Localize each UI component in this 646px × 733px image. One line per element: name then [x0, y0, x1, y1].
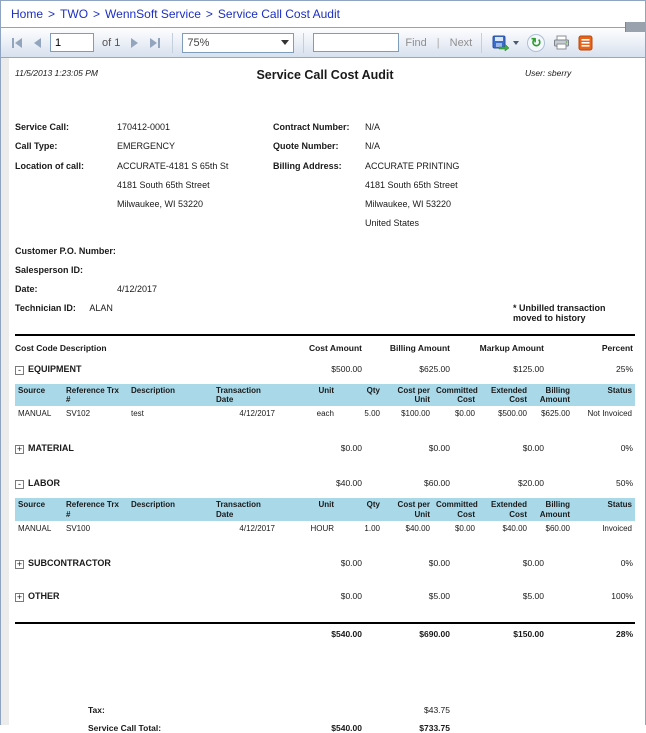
section-row-labor	[15, 478, 635, 489]
location-line: Milwaukee, WI 53220	[117, 199, 204, 209]
billing-amount-header: Billing Amount	[389, 343, 450, 353]
cost-code-header: Cost Code Description	[15, 343, 107, 353]
billing-line: 4181 South 65th Street	[365, 180, 458, 190]
section-markup: $125.00	[513, 364, 544, 374]
equipment-detail-table	[15, 384, 635, 419]
cost-per-unit-header: Cost per Unit	[383, 384, 433, 406]
status-header: Status	[573, 498, 635, 520]
printer-icon	[553, 35, 570, 51]
breadcrumb	[1, 1, 645, 28]
export-data-feed-button[interactable]	[577, 34, 594, 52]
quote-number-value: N/A	[365, 141, 381, 151]
find-text-input[interactable]	[313, 33, 399, 52]
section-name: EQUIPMENT	[28, 364, 82, 374]
unit-cell: HOUR	[310, 523, 334, 533]
section-name: OTHER	[28, 590, 60, 601]
expand-toggle-icon[interactable]: +	[16, 444, 23, 455]
save-export-icon	[492, 35, 510, 51]
cost-amount-header: Cost Amount	[308, 343, 362, 353]
description-cell	[128, 521, 213, 534]
committed-cost-header: Committed Cost	[433, 498, 478, 520]
breadcrumb-two-link[interactable]: TWO	[60, 7, 89, 21]
billing-line: United States	[365, 218, 420, 228]
extended-cost-header: Extended Cost	[478, 384, 530, 406]
description-header: Description	[128, 384, 213, 406]
breadcrumb-current-page[interactable]: Service Call Cost Audit	[217, 7, 340, 21]
billing-amount-cell: $625.00	[541, 409, 570, 419]
section-percent: 100%	[611, 590, 633, 601]
markup-amount-header: Markup Amount	[479, 343, 544, 353]
transaction-date-header: Transaction Date	[213, 384, 278, 406]
section-percent: 0%	[620, 557, 633, 568]
status-cell: Not Invoiced	[587, 409, 632, 419]
page-count-label: of 1	[102, 36, 121, 49]
extended-cost-header: Extended Cost	[478, 498, 530, 520]
zoom-select[interactable]	[182, 33, 294, 53]
page-number-input[interactable]	[50, 33, 94, 52]
data-feed-icon	[578, 35, 593, 51]
breadcrumb-separator: >	[48, 7, 56, 21]
section-billing: $0.00	[428, 557, 450, 568]
section-percent: 0%	[620, 443, 633, 454]
toolbar-divider	[481, 33, 482, 53]
toolbar-divider	[303, 33, 304, 53]
section-billing: $5.00	[428, 590, 450, 601]
source-cell: MANUAL	[18, 523, 52, 533]
customer-po-label: Customer P.O. Number:	[15, 246, 116, 256]
cost-per-unit-cell: $100.00	[401, 409, 430, 419]
scrollbar-corner	[625, 22, 645, 32]
refresh-icon: ↻	[527, 34, 545, 52]
billing-amount-header: Billing Amount	[530, 384, 573, 406]
service-call-total-billing: $733.75	[419, 722, 450, 733]
report-user: User: sberry	[525, 68, 572, 78]
call-type-value: EMERGENCY	[117, 141, 176, 151]
collapse-toggle-icon[interactable]: -	[15, 366, 24, 375]
unit-cell: each	[316, 409, 334, 419]
reference-trx-header: Reference Trx #	[63, 384, 128, 406]
date-label: Date:	[15, 284, 38, 294]
chevron-down-icon	[281, 40, 289, 45]
source-cell: MANUAL	[18, 409, 52, 419]
service-call-total-label: Service Call Total:	[88, 722, 162, 733]
call-type-label: Call Type:	[15, 141, 58, 151]
committed-cost-cell: $0.00	[454, 523, 475, 533]
section-percent: 25%	[615, 364, 633, 374]
zoom-value: 75%	[187, 36, 210, 49]
section-name: SUBCONTRACTOR	[28, 557, 111, 568]
section-cost: $0.00	[340, 443, 362, 454]
section-divider	[15, 334, 635, 336]
total-markup: $150.00	[513, 628, 544, 639]
report-generated-datetime: 11/5/2013 1:23:05 PM	[15, 68, 99, 78]
source-header: Source	[15, 498, 63, 520]
billing-amount-cell: $60.00	[545, 523, 570, 533]
transaction-date-cell: 4/12/2017	[239, 409, 275, 419]
section-row-equipment	[15, 364, 635, 375]
percent-header: Percent	[601, 343, 633, 353]
description-cell: test	[131, 409, 144, 419]
totals-divider	[15, 622, 635, 624]
section-cost: $0.00	[340, 557, 362, 568]
service-call-value: 170412-0001	[117, 122, 171, 132]
billing-address-label: Billing Address:	[273, 161, 342, 171]
unit-header: Unit	[278, 498, 337, 520]
report-page	[1, 58, 645, 733]
description-header: Description	[128, 498, 213, 520]
technician-label: Technician ID:	[15, 303, 76, 313]
total-billing: $690.00	[419, 628, 450, 639]
location-label: Location of call:	[15, 161, 85, 171]
section-markup: $5.00	[522, 590, 544, 601]
committed-cost-header: Committed Cost	[433, 384, 478, 406]
section-markup: $20.00	[518, 478, 544, 489]
section-billing: $625.00	[419, 364, 450, 374]
date-value: 4/12/2017	[117, 284, 158, 294]
billing-amount-header: Billing Amount	[530, 498, 573, 520]
billing-address	[365, 161, 635, 237]
section-cost: $500.00	[331, 364, 362, 374]
unbilled-note: * Unbilled transaction moved to history	[512, 303, 606, 323]
section-markup: $0.00	[522, 443, 544, 454]
find-next-button[interactable]: Next	[449, 36, 473, 49]
grand-total-row	[15, 629, 635, 639]
transaction-date-header: Transaction Date	[213, 498, 278, 520]
service-call-total-cost: $540.00	[331, 722, 362, 733]
export-button[interactable]	[491, 34, 520, 52]
location-address	[117, 161, 273, 237]
contract-number-label: Contract Number:	[273, 122, 350, 132]
tax-label: Tax:	[88, 704, 105, 715]
reference-trx-cell: SV102	[66, 409, 91, 419]
toolbar-divider	[172, 33, 173, 53]
previous-page-button[interactable]	[31, 36, 44, 50]
detail-header-row	[15, 498, 635, 520]
extended-cost-cell: $500.00	[498, 409, 527, 419]
report-title: Service Call Cost Audit	[256, 68, 394, 82]
first-page-button[interactable]	[9, 36, 25, 50]
reference-trx-cell: SV100	[66, 523, 91, 533]
refresh-button[interactable]	[526, 33, 546, 53]
section-row-other	[15, 591, 635, 602]
table-row	[15, 521, 635, 534]
breadcrumb-wennsoft-service-link[interactable]: WennSoft Service	[105, 7, 201, 21]
cost-per-unit-cell: $40.00	[405, 523, 430, 533]
report-header	[15, 68, 635, 82]
call-info-block	[15, 122, 635, 323]
section-name: LABOR	[28, 478, 60, 489]
expand-toggle-icon[interactable]: +	[16, 558, 23, 569]
chevron-down-icon	[513, 41, 519, 45]
summary-header-row	[15, 343, 635, 353]
technician-value: ALAN	[89, 303, 113, 313]
qty-header: Qty	[337, 384, 383, 406]
location-line: 4181 South 65th Street	[117, 180, 210, 190]
section-cost: $0.00	[340, 590, 362, 601]
contract-number-value: N/A	[365, 122, 381, 132]
salesperson-label: Salesperson ID:	[15, 265, 84, 275]
report-toolbar	[1, 28, 645, 58]
last-page-button[interactable]	[147, 36, 163, 50]
table-row	[15, 406, 635, 419]
section-row-subcontractor	[15, 558, 635, 569]
total-cost: $540.00	[331, 628, 362, 639]
total-percent: 28%	[615, 628, 633, 639]
section-markup: $0.00	[522, 557, 544, 568]
section-billing: $0.00	[428, 443, 450, 454]
service-call-total-row	[15, 723, 635, 733]
salesperson-value	[117, 265, 635, 275]
qty-cell: 1.00	[364, 523, 380, 533]
find-next-divider: |	[436, 36, 440, 49]
breadcrumb-separator: >	[93, 7, 101, 21]
customer-po-value	[275, 246, 635, 256]
section-billing: $60.00	[424, 478, 450, 489]
tax-row	[15, 705, 635, 715]
status-header: Status	[573, 384, 635, 406]
print-button[interactable]	[552, 34, 571, 52]
service-call-label: Service Call:	[15, 122, 70, 132]
status-cell: Invoiced	[602, 523, 632, 533]
collapse-toggle-icon[interactable]: -	[15, 480, 24, 489]
billing-line: ACCURATE PRINTING	[365, 161, 460, 171]
extended-cost-cell: $40.00	[502, 523, 527, 533]
find-button[interactable]: Find	[405, 36, 427, 49]
expand-toggle-icon[interactable]: +	[16, 591, 23, 602]
source-header: Source	[15, 384, 63, 406]
unit-header: Unit	[278, 384, 337, 406]
tax-value: $43.75	[424, 704, 450, 715]
committed-cost-cell: $0.00	[454, 409, 475, 419]
detail-header-row	[15, 384, 635, 406]
breadcrumb-home-link[interactable]: Home	[11, 7, 44, 21]
quote-number-label: Quote Number:	[273, 141, 339, 151]
next-page-button[interactable]	[128, 36, 141, 50]
section-cost: $40.00	[336, 478, 362, 489]
breadcrumb-separator: >	[205, 7, 213, 21]
section-percent: 50%	[615, 478, 633, 489]
report-footer	[15, 705, 635, 733]
section-row-material	[15, 443, 635, 454]
labor-detail-table	[15, 498, 635, 533]
qty-cell: 5.00	[364, 409, 380, 419]
cost-per-unit-header: Cost per Unit	[383, 498, 433, 520]
section-name: MATERIAL	[28, 443, 74, 454]
qty-header: Qty	[337, 498, 383, 520]
reference-trx-header: Reference Trx #	[63, 498, 128, 520]
transaction-date-cell: 4/12/2017	[239, 523, 275, 533]
billing-line: Milwaukee, WI 53220	[365, 199, 452, 209]
location-line: ACCURATE-4181 S 65th St	[117, 161, 229, 171]
